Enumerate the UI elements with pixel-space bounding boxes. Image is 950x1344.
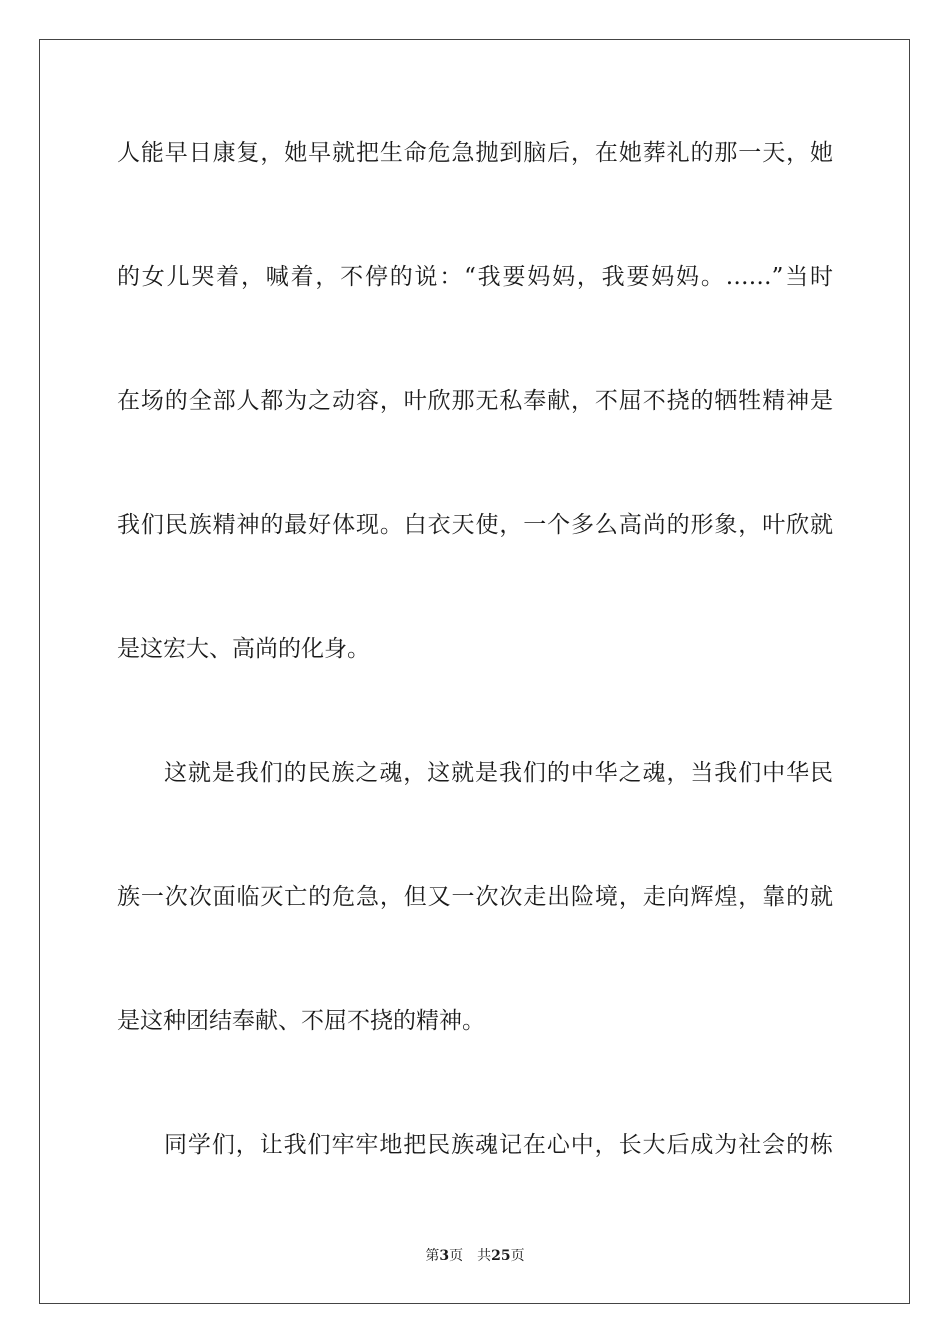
text-line-7: 族一次次面临灭亡的危急，但又一次次走出险境，走向辉煌，靠的就 xyxy=(117,884,833,910)
text-line-5: 是这宏大、高尚的化身。 xyxy=(117,636,370,662)
total-prefix: 共 xyxy=(477,1248,492,1264)
text-line-1: 人能早日康复，她早就把生命危急抛到脑后，在她葬礼的那一天，她 xyxy=(117,140,833,166)
text-line-3: 在场的全部人都为之动容，叶欣那无私奉献，不屈不挠的牺牲精神是 xyxy=(117,388,833,414)
total-suffix: 页 xyxy=(510,1248,525,1264)
text-line-2: 的女儿哭着，喊着，不停的说：“我要妈妈，我要妈妈。……”当时 xyxy=(117,264,833,290)
text-line-8: 是这种团结奉献、不屈不挠的精神。 xyxy=(117,1008,485,1034)
text-line-4: 我们民族精神的最好体现。白衣天使，一个多么高尚的形象，叶欣就 xyxy=(117,512,833,538)
page-number: 3 xyxy=(439,1248,450,1264)
page-footer xyxy=(0,1247,950,1265)
text-line-9: 同学们，让我们牢牢地把民族魂记在心中，长大后成为社会的栋 xyxy=(164,1132,833,1158)
total-pages: 25 xyxy=(491,1248,511,1264)
text-line-6: 这就是我们的民族之魂，这就是我们的中华之魂，当我们中华民 xyxy=(164,760,833,786)
page-suffix: 页 xyxy=(449,1248,464,1264)
page-prefix: 第 xyxy=(425,1248,440,1264)
page-border xyxy=(39,39,910,1304)
